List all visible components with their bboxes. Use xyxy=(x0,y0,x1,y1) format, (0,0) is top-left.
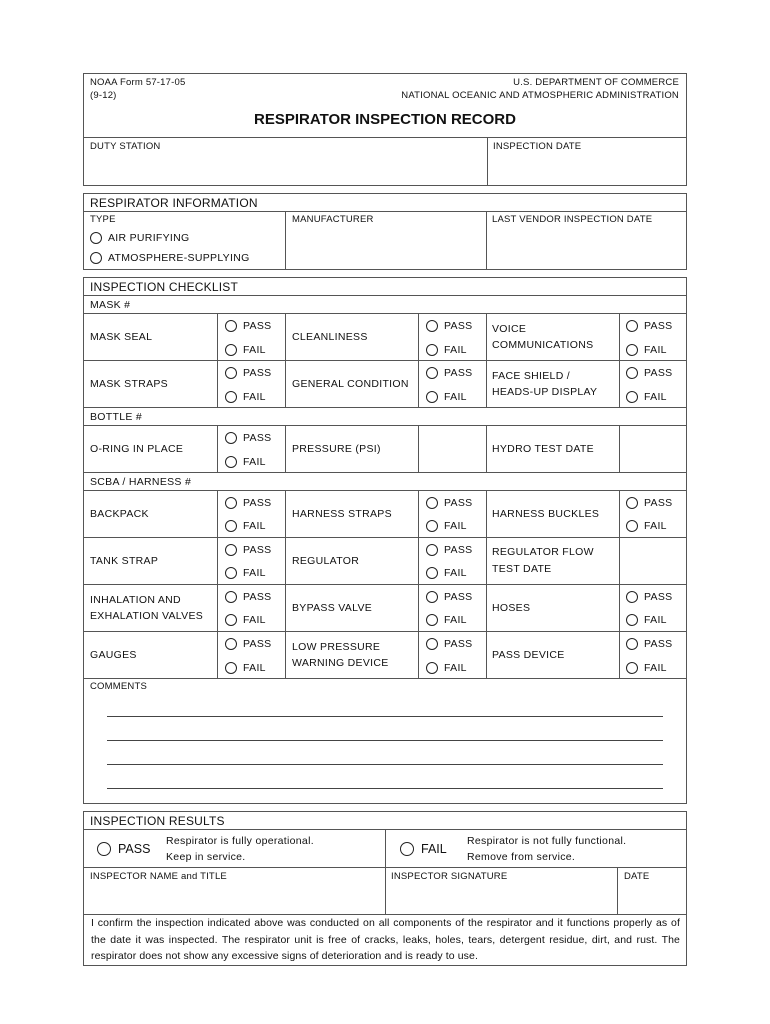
low-pressure-label-line1: LOW PRESSURE xyxy=(292,641,381,653)
voice-label-line2: COMMUNICATIONS xyxy=(492,339,594,351)
duty-station-field[interactable] xyxy=(85,154,485,184)
backpack-pass-radio[interactable] xyxy=(225,497,237,509)
result-fail-radio[interactable] xyxy=(400,842,414,856)
regulator-label: REGULATOR xyxy=(292,555,360,567)
inspection-date-label: INSPECTION DATE xyxy=(493,141,582,152)
duty-station-label: DUTY STATION xyxy=(90,141,161,152)
result-pass-desc-line2: Keep in service. xyxy=(166,851,246,863)
pass-device-pass-radio[interactable] xyxy=(626,638,638,650)
pass-label: PASS xyxy=(644,320,673,332)
gauges-pass-radio[interactable] xyxy=(225,638,237,650)
mask-number-label: MASK # xyxy=(90,299,131,311)
manufacturer-label: MANUFACTURER xyxy=(292,214,374,225)
cleanliness-pass-radio[interactable] xyxy=(426,320,438,332)
fail-label: FAIL xyxy=(243,456,266,468)
result-fail-desc-line2: Remove from service. xyxy=(467,851,576,863)
mask-seal-label: MASK SEAL xyxy=(90,331,153,343)
fail-label: FAIL xyxy=(243,614,266,626)
pass-device-fail-radio[interactable] xyxy=(626,662,638,674)
fail-label: FAIL xyxy=(644,391,667,403)
regulator-flow-label-line1: REGULATOR FLOW xyxy=(492,546,594,558)
pass-device-label: PASS DEVICE xyxy=(492,649,565,661)
pass-label: PASS xyxy=(644,497,673,509)
hoses-label: HOSES xyxy=(492,602,531,614)
gauges-label: GAUGES xyxy=(90,649,137,661)
harness-straps-label: HARNESS STRAPS xyxy=(292,508,392,520)
cleanliness-label: CLEANLINESS xyxy=(292,331,368,343)
result-fail-desc-line1: Respirator is not fully functional. xyxy=(467,835,627,847)
inspector-signature-field[interactable] xyxy=(387,884,615,912)
inhalation-label-line1: INHALATION AND xyxy=(90,594,181,606)
tank-strap-fail-radio[interactable] xyxy=(225,567,237,579)
mask-straps-label: MASK STRAPS xyxy=(90,378,168,390)
pressure-label: PRESSURE (PSI) xyxy=(292,443,381,455)
pass-label: PASS xyxy=(644,367,673,379)
pass-label: PASS xyxy=(444,591,473,603)
pass-label: PASS xyxy=(644,638,673,650)
pass-label: PASS xyxy=(644,591,673,603)
inspector-name-field[interactable] xyxy=(85,884,383,912)
signature-date-field[interactable] xyxy=(619,884,685,912)
hoses-pass-radio[interactable] xyxy=(626,591,638,603)
pass-label: PASS xyxy=(243,320,272,332)
form-date: (9-12) xyxy=(90,90,117,101)
general-condition-pass-radio[interactable] xyxy=(426,367,438,379)
pass-label: PASS xyxy=(243,497,272,509)
comment-line[interactable] xyxy=(107,716,663,717)
scba-number-label: SCBA / HARNESS # xyxy=(90,476,192,488)
general-condition-fail-radio[interactable] xyxy=(426,391,438,403)
o-ring-label: O-RING IN PLACE xyxy=(90,443,184,455)
gauges-fail-radio[interactable] xyxy=(225,662,237,674)
air-purifying-label: AIR PURIFYING xyxy=(108,232,190,244)
fail-label: FAIL xyxy=(444,520,467,532)
o-ring-fail-radio[interactable] xyxy=(225,456,237,468)
pass-label: PASS xyxy=(444,544,473,556)
result-pass-label: PASS xyxy=(118,842,151,856)
general-condition-label: GENERAL CONDITION xyxy=(292,378,409,390)
hydro-test-date-label: HYDRO TEST DATE xyxy=(492,443,594,455)
fail-label: FAIL xyxy=(444,391,467,403)
results-heading: INSPECTION RESULTS xyxy=(90,814,225,828)
fail-label: FAIL xyxy=(243,520,266,532)
comments-label: COMMENTS xyxy=(90,681,148,692)
atmosphere-supplying-radio[interactable] xyxy=(90,252,102,264)
o-ring-pass-radio[interactable] xyxy=(225,432,237,444)
fail-label: FAIL xyxy=(644,520,667,532)
pass-label: PASS xyxy=(243,432,272,444)
harness-buckles-label: HARNESS BUCKLES xyxy=(492,508,600,520)
pressure-field[interactable] xyxy=(420,427,484,470)
fail-label: FAIL xyxy=(644,614,667,626)
agency: NATIONAL OCEANIC AND ATMOSPHERIC ADMINISTRATION xyxy=(401,90,679,101)
result-fail-label: FAIL xyxy=(421,842,447,856)
signature-date-label: DATE xyxy=(624,871,650,882)
tank-strap-pass-radio[interactable] xyxy=(225,544,237,556)
cleanliness-fail-radio[interactable] xyxy=(426,344,438,356)
fail-label: FAIL xyxy=(243,567,266,579)
regulator-fail-radio[interactable] xyxy=(426,567,438,579)
vendor-date-field[interactable] xyxy=(488,228,685,268)
respirator-info-heading: RESPIRATOR INFORMATION xyxy=(90,196,258,210)
inspection-date-field[interactable] xyxy=(489,154,685,184)
pass-label: PASS xyxy=(444,497,473,509)
voice-pass-radio[interactable] xyxy=(626,320,638,332)
pass-label: PASS xyxy=(243,591,272,603)
harness-straps-fail-radio[interactable] xyxy=(426,520,438,532)
hydro-test-date-field[interactable] xyxy=(621,427,685,470)
tank-strap-label: TANK STRAP xyxy=(90,555,159,567)
low-pressure-fail-radio[interactable] xyxy=(426,662,438,674)
fail-label: FAIL xyxy=(444,614,467,626)
pass-label: PASS xyxy=(243,544,272,556)
mask-straps-fail-radio[interactable] xyxy=(225,391,237,403)
checklist-box xyxy=(83,277,687,804)
fail-label: FAIL xyxy=(644,662,667,674)
comment-line[interactable] xyxy=(107,740,663,741)
fail-label: FAIL xyxy=(243,344,266,356)
backpack-label: BACKPACK xyxy=(90,508,149,520)
low-pressure-label-line2: WARNING DEVICE xyxy=(292,657,389,669)
inspector-name-label: INSPECTOR NAME and TITLE xyxy=(90,871,227,882)
face-shield-label-line2: HEADS-UP DISPLAY xyxy=(492,386,598,398)
comment-line[interactable] xyxy=(107,764,663,765)
backpack-fail-radio[interactable] xyxy=(225,520,237,532)
regulator-flow-date-field[interactable] xyxy=(621,539,685,582)
fail-label: FAIL xyxy=(243,662,266,674)
face-shield-fail-radio[interactable] xyxy=(626,391,638,403)
bypass-valve-fail-radio[interactable] xyxy=(426,614,438,626)
low-pressure-pass-radio[interactable] xyxy=(426,638,438,650)
type-label: TYPE xyxy=(90,214,116,225)
form-number: NOAA Form 57-17-05 xyxy=(90,77,186,88)
pass-label: PASS xyxy=(444,367,473,379)
pass-label: PASS xyxy=(444,638,473,650)
mask-seal-fail-radio[interactable] xyxy=(225,344,237,356)
inhalation-label-line2: EXHALATION VALVES xyxy=(90,610,204,622)
pass-label: PASS xyxy=(243,367,272,379)
face-shield-pass-radio[interactable] xyxy=(626,367,638,379)
fail-label: FAIL xyxy=(444,567,467,579)
department: U.S. DEPARTMENT OF COMMERCE xyxy=(513,77,679,88)
bottle-number-label: BOTTLE # xyxy=(90,411,142,423)
page-title: RESPIRATOR INSPECTION RECORD xyxy=(254,111,516,128)
fail-label: FAIL xyxy=(644,344,667,356)
face-shield-label-line1: FACE SHIELD / xyxy=(492,370,571,382)
vendor-date-label: LAST VENDOR INSPECTION DATE xyxy=(492,214,653,225)
comment-line[interactable] xyxy=(107,788,663,789)
inhalation-fail-radio[interactable] xyxy=(225,614,237,626)
checklist-heading: INSPECTION CHECKLIST xyxy=(90,280,239,294)
air-purifying-radio[interactable] xyxy=(90,232,102,244)
mask-straps-pass-radio[interactable] xyxy=(225,367,237,379)
voice-fail-radio[interactable] xyxy=(626,344,638,356)
harness-buckles-pass-radio[interactable] xyxy=(626,497,638,509)
result-pass-radio[interactable] xyxy=(97,842,111,856)
bypass-valve-label: BYPASS VALVE xyxy=(292,602,373,614)
mask-seal-pass-radio[interactable] xyxy=(225,320,237,332)
pass-label: PASS xyxy=(444,320,473,332)
harness-buckles-fail-radio[interactable] xyxy=(626,520,638,532)
fail-label: FAIL xyxy=(444,662,467,674)
voice-label-line1: VOICE xyxy=(492,323,527,335)
regulator-pass-radio[interactable] xyxy=(426,544,438,556)
hoses-fail-radio[interactable] xyxy=(626,614,638,626)
pass-label: PASS xyxy=(243,638,272,650)
inspector-signature-label: INSPECTOR SIGNATURE xyxy=(391,871,508,882)
harness-straps-pass-radio[interactable] xyxy=(426,497,438,509)
inhalation-pass-radio[interactable] xyxy=(225,591,237,603)
atmosphere-supplying-label: ATMOSPHERE-SUPPLYING xyxy=(108,252,250,264)
regulator-flow-label-line2: TEST DATE xyxy=(492,563,552,575)
certification-statement: I confirm the inspection indicated above was conducted on all components of the respirator and it functions properly as of the date it was inspected. The respirator unit is free of cracks, leaks, holes, tears, detergent residue, dirt, and rust. The respirator does not show any excessive signs of deterioration and is ready to use. xyxy=(91,917,680,962)
manufacturer-field[interactable] xyxy=(287,228,484,268)
fail-label: FAIL xyxy=(444,344,467,356)
fail-label: FAIL xyxy=(243,391,266,403)
bypass-valve-pass-radio[interactable] xyxy=(426,591,438,603)
result-pass-desc-line1: Respirator is fully operational. xyxy=(166,835,314,847)
